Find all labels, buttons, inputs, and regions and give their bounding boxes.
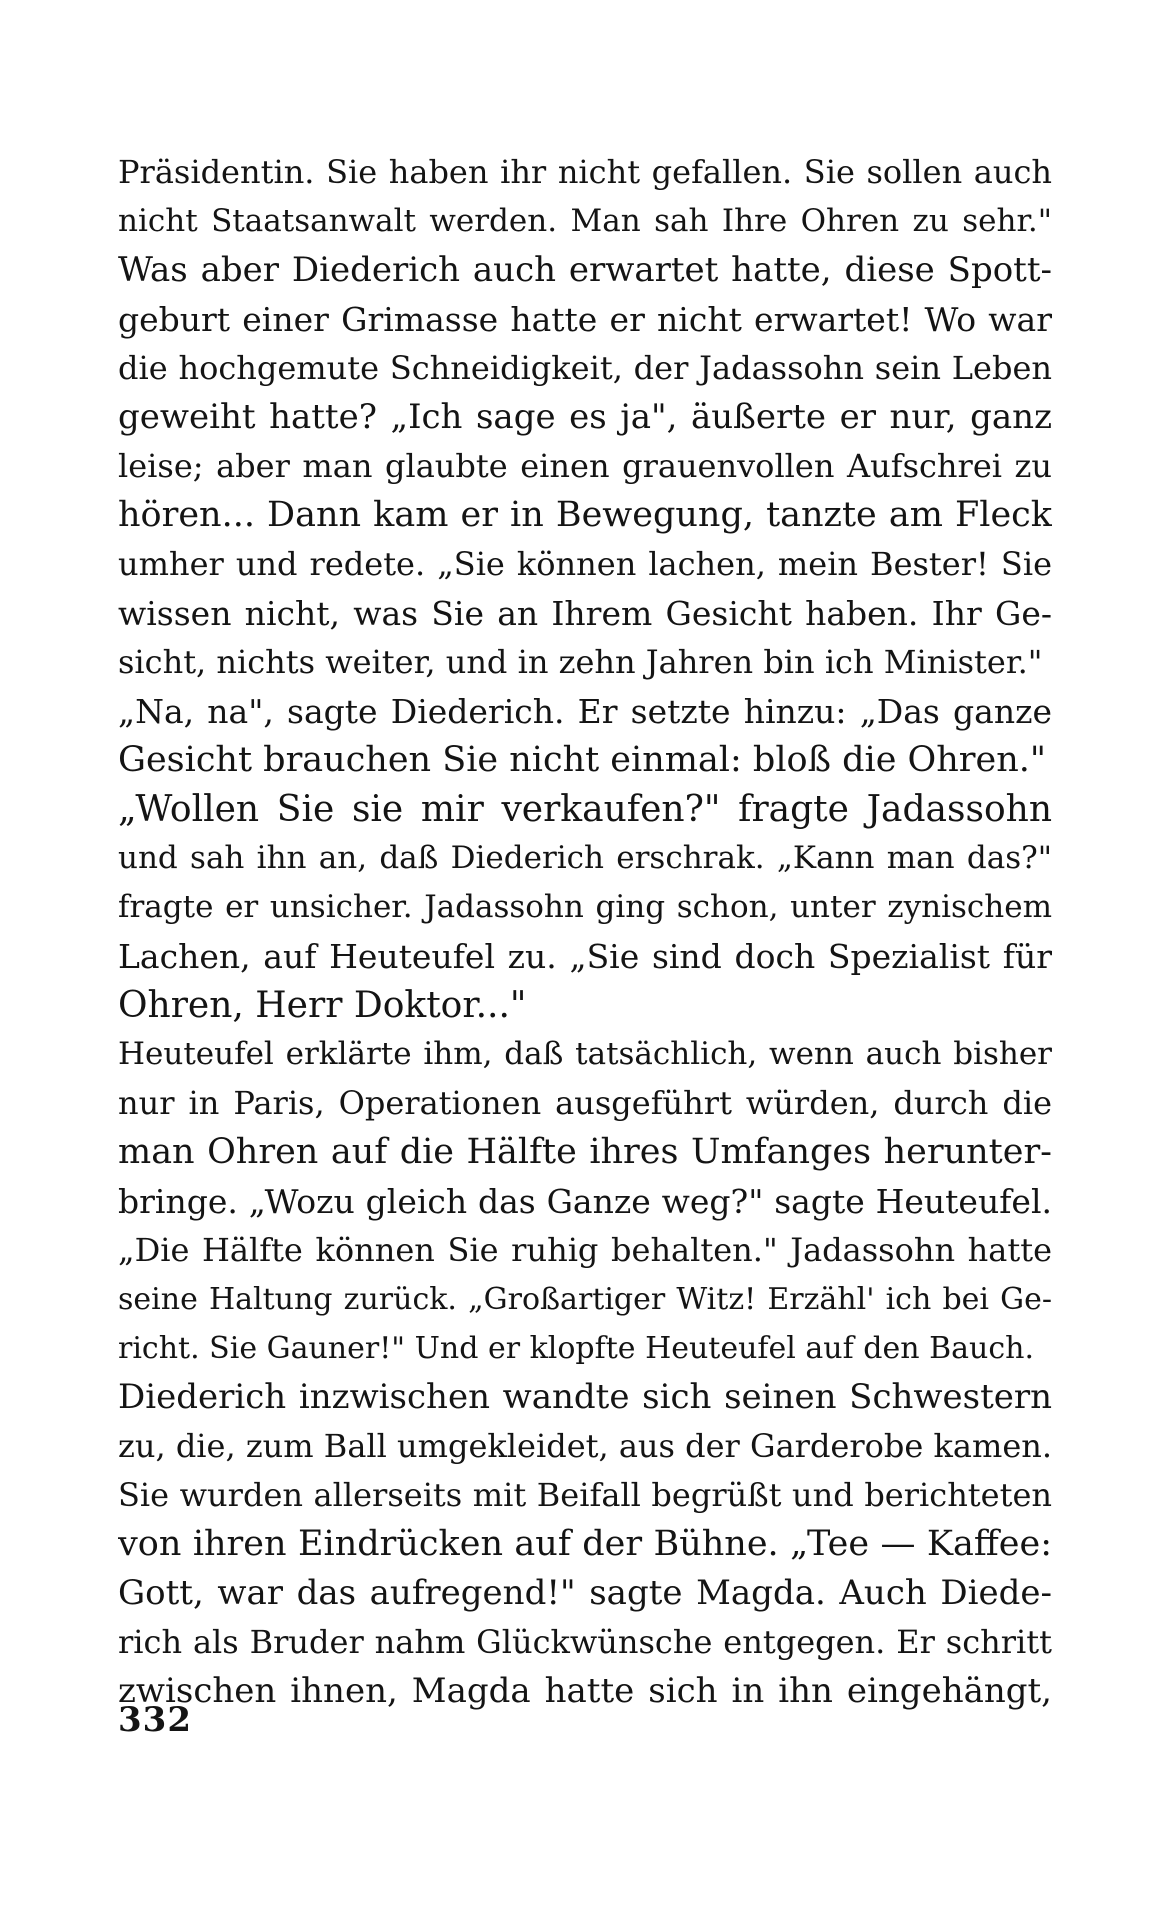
text-line: „Wollen Sie sie mir verkaufen?" fragte Jadassohn <box>118 789 1052 830</box>
text-line: Ohren, Herr Doktor..." <box>118 985 527 1026</box>
text-line: rich als Bruder nahm Glückwünsche entgegen. Er schritt <box>118 1623 1052 1661</box>
text-line: fragte er unsicher. Jadassohn ging schon, unter zynischem <box>118 889 1052 925</box>
text-line: die hochgemute Schneidigkeit, der Jadassohn sein Leben <box>118 349 1052 387</box>
text-line: Diederich inzwischen wandte sich seinen Schwestern <box>118 1377 1052 1417</box>
text-line: „Na, na", sagte Diederich. Er setzte hinzu: „Das ganze <box>118 692 1052 731</box>
text-line: umher und redete. „Sie können lachen, mein Bester! Sie <box>118 545 1052 583</box>
text-line: leise; aber man glaubte einen grauenvollen Aufschrei zu <box>118 447 1052 485</box>
text-line: von ihren Eindrücken auf der Bühne. „Tee — Kaffee: <box>118 1524 1052 1564</box>
text-line: bringe. „Wozu gleich das Ganze weg?" sagte Heuteufel. <box>118 1182 1052 1221</box>
text-line: Lachen, auf Heuteufel zu. „Sie sind doch Spezialist für <box>118 937 1052 976</box>
text-line: nicht Staatsanwalt werden. Man sah Ihre Ohren zu sehr." <box>118 203 1052 239</box>
text-line: und sah ihn an, daß Diederich erschrak. „Kann man das?" <box>118 840 1052 876</box>
page-number: 332 <box>118 1700 192 1740</box>
text-line: nur in Paris, Operationen ausgeführt würden, durch die <box>118 1084 1052 1122</box>
text-line: Was aber Diederich auch erwartet hatte, diese Spott- <box>118 250 1052 290</box>
text-line: Gott, war das aufregend!" sagte Magda. Auch Diede- <box>118 1573 1052 1613</box>
text-line: zu, die, zum Ball umgekleidet, aus der Garderobe kamen. <box>118 1427 1052 1465</box>
text-line: zwischen ihnen, Magda hatte sich in ihn eingehängt, <box>118 1671 1052 1711</box>
text-line: Sie wurden allerseits mit Beifall begrüßt und berichteten <box>118 1476 1052 1514</box>
text-line: geweiht hatte? „Ich sage es ja", äußerte er nur, ganz <box>118 397 1052 437</box>
text-line: „Die Hälfte können Sie ruhig behalten." Jadassohn hatte <box>118 1231 1052 1269</box>
text-line: richt. Sie Gauner!" Und er klopfte Heuteufel auf den Bauch. <box>118 1331 1034 1366</box>
text-line: Gesicht brauchen Sie nicht einmal: bloß die Ohren." <box>118 740 1046 780</box>
text-line: Heuteufel erklärte ihm, daß tatsächlich, wenn auch bisher <box>118 1036 1052 1072</box>
text-line: Präsidentin. Sie haben ihr nicht gefallen. Sie sollen auch <box>118 153 1052 191</box>
text-line: man Ohren auf die Hälfte ihres Umfanges herunter- <box>118 1132 1052 1172</box>
text-line: seine Haltung zurück. „Großartiger Witz! Erzähl' ich bei Ge- <box>118 1282 1052 1317</box>
text-line: hören... Dann kam er in Bewegung, tanzte am Fleck <box>118 495 1052 535</box>
body-text <box>118 148 1052 1716</box>
text-line: wissen nicht, was Sie an Ihrem Gesicht haben. Ihr Ge- <box>118 594 1052 633</box>
text-line: geburt einer Grimasse hatte er nicht erwartet! Wo war <box>118 300 1052 339</box>
text-line: sicht, nichts weiter, und in zehn Jahren bin ich Minister." <box>118 643 1043 681</box>
